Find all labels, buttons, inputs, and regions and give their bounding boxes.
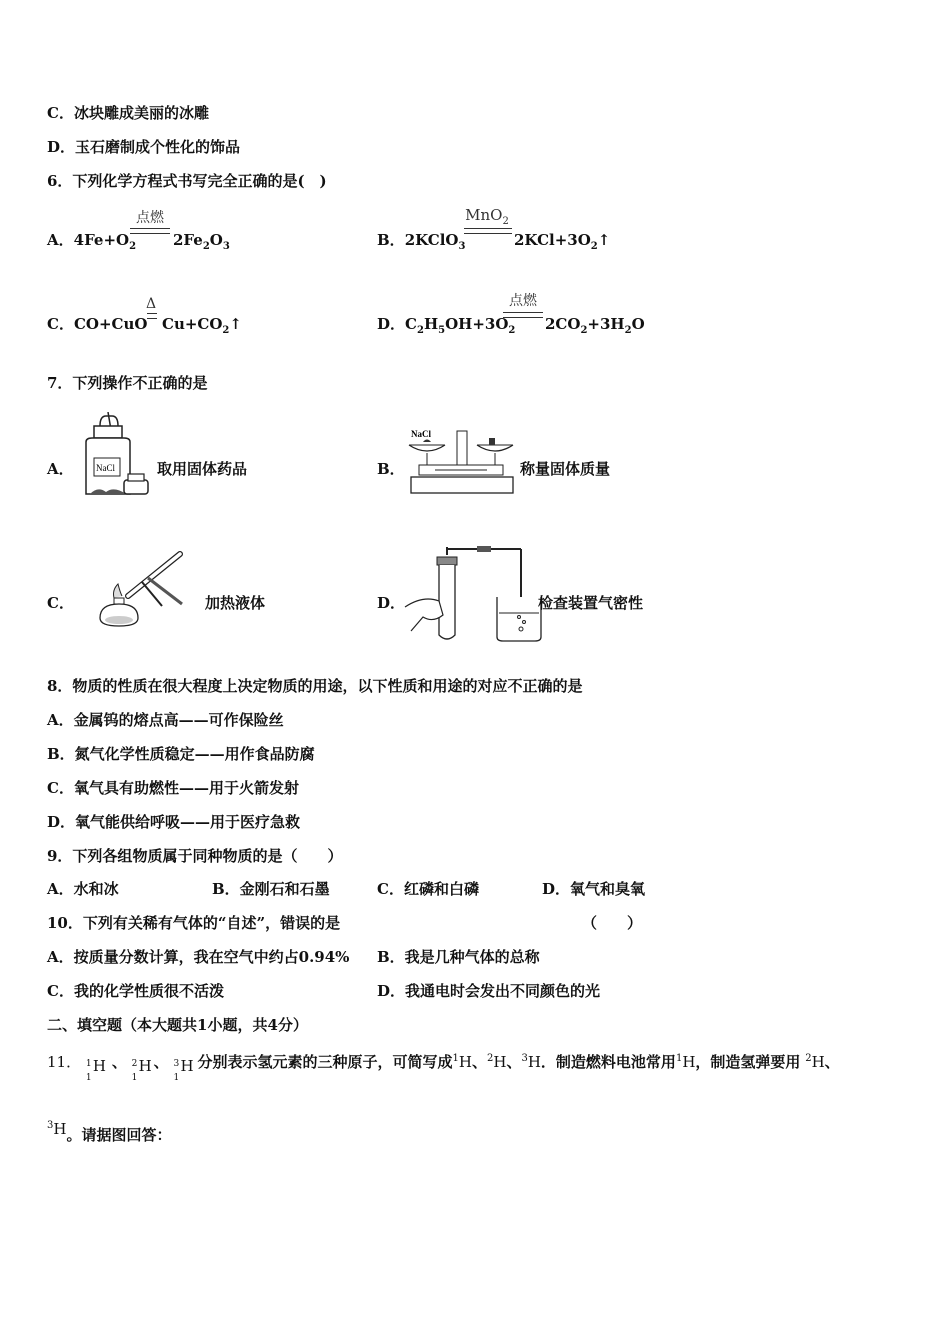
q6-c-products xyxy=(162,315,242,336)
q6-d-p2: +3H xyxy=(587,315,625,333)
q8-option-d: D．氧气能供给呼吸——用于医疗急救 xyxy=(47,813,301,831)
heating-liquid-illustration xyxy=(92,548,187,633)
q6-b-equals xyxy=(464,228,512,234)
isotope-h2-z: 1 xyxy=(131,1073,138,1083)
q7-b-label: B． xyxy=(377,460,405,478)
q7-c-text: 加热液体 xyxy=(205,594,266,612)
isotope-h3-symbol: H xyxy=(180,1057,194,1075)
q11-text-3: ，制造氢弹要用 xyxy=(695,1053,801,1071)
q9-option-d: D．氧气和臭氧 xyxy=(542,880,646,898)
q5-option-d: D．玉石磨制成个性化的饰品 xyxy=(47,138,241,156)
q6-option-a xyxy=(47,231,137,252)
q6-d-r3-sub: 2 xyxy=(508,325,516,336)
q6-a-products xyxy=(173,231,230,252)
short-h1-symbol: H xyxy=(458,1053,472,1071)
q5-option-c: C．冰块雕成美丽的冰雕 xyxy=(47,104,209,122)
isotope-h3-z: 1 xyxy=(173,1073,180,1083)
q10-option-c: C．我的化学性质很不活泼 xyxy=(47,982,224,1000)
short-h2-symbol: H xyxy=(493,1053,507,1071)
q6-stem: 6．下列化学方程式书写完全正确的是( ) xyxy=(47,172,327,190)
q6-d-p1-sub: 2 xyxy=(580,325,588,336)
q7-stem: 7．下列操作不正确的是 xyxy=(47,374,208,392)
q6-d-condition: 点燃 xyxy=(509,293,537,309)
q6-d-p3: O xyxy=(631,315,645,333)
q6-a-prod-sub2: 3 xyxy=(222,241,230,252)
q6-b-label: B． xyxy=(377,231,405,249)
short-h3-symbol: H xyxy=(527,1053,541,1071)
q6-b-gas-arrow: ↑ xyxy=(597,231,611,249)
jar-label-text: NaCl xyxy=(96,463,115,473)
q11-text-1: 分别表示氢元素的三种原子，可简写成 xyxy=(197,1053,453,1071)
q6-c-reactants: CO+CuO xyxy=(73,315,148,333)
q7-d-label: D． xyxy=(377,594,406,612)
airtightness-check-illustration xyxy=(403,545,543,645)
q6-a-prod: 2Fe xyxy=(173,231,203,249)
q6-b-reactants: 2KClO xyxy=(404,231,459,249)
q11-sep-2: 、 xyxy=(153,1053,169,1071)
q6-d-r3: OH+3O xyxy=(445,315,509,333)
q6-a-prod-mid: O xyxy=(209,231,223,249)
q7-b-text: 称量固体质量 xyxy=(520,460,611,478)
q6-a-prod-sub1: 2 xyxy=(202,241,210,252)
q11-line-2 xyxy=(47,1120,172,1144)
balance-scale-illustration xyxy=(405,425,520,500)
q6-option-d xyxy=(377,315,516,336)
q6-option-b xyxy=(377,231,466,252)
isotope-h2-symbol: H xyxy=(138,1057,152,1075)
q6-option-c xyxy=(47,315,147,333)
isotope-h1-symbol: H xyxy=(92,1057,106,1075)
fuel-cell-h-symbol: H xyxy=(682,1053,696,1071)
q8-stem: 8．物质的性质在很大程度上决定物质的用途，以下性质和用途的对应不正确的是 xyxy=(47,677,583,695)
q10-stem: 10．下列有关稀有气体的“自述”，错误的是 xyxy=(47,914,341,932)
isotope-h2-mass: 2 xyxy=(131,1059,138,1069)
q10-option-b: B．我是几种气体的总称 xyxy=(377,948,540,966)
bomb-h3-symbol: H xyxy=(53,1120,67,1138)
q6-d-products xyxy=(545,315,645,336)
q8-option-c: C．氧气具有助燃性——用于火箭发射 xyxy=(47,779,299,797)
bomb-h2-mass: 2 xyxy=(805,1053,812,1064)
isotope-h1-z: 1 xyxy=(85,1073,92,1083)
q10-option-a: A．按质量分数计算，我在空气中约占0.94% xyxy=(47,948,350,966)
q6-c-prod-sub: 2 xyxy=(222,325,230,336)
q6-b-prod: 2KCl+3O xyxy=(514,231,591,249)
q6-d-r1-sub: 2 xyxy=(416,325,424,336)
q6-c-condition: Δ xyxy=(145,296,157,312)
q9-stem: 9．下列各组物质属于同种物质的是（ ） xyxy=(47,847,343,865)
q11-sep-1: 、 xyxy=(111,1053,127,1071)
q6-d-equals xyxy=(503,312,543,318)
q6-b-condition xyxy=(462,206,512,227)
q10-answer-paren: （ ） xyxy=(582,914,643,932)
q6-a-equals xyxy=(130,228,170,234)
q8-option-b: B．氮气化学性质稳定——用作食品防腐 xyxy=(47,745,315,763)
q11-text-2: ．制造燃料电池常用 xyxy=(540,1053,676,1071)
q6-a-condition: 点燃 xyxy=(136,210,164,226)
q6-b-cond-sub: 2 xyxy=(502,216,509,227)
q6-b-sub: 3 xyxy=(458,241,466,252)
q6-c-gas-arrow: ↑ xyxy=(229,315,242,333)
q7-a-label: A． xyxy=(47,460,74,478)
short-h1-mass: 1 xyxy=(452,1053,459,1064)
q9-option-b: B．金刚石和石墨 xyxy=(212,880,330,898)
q6-b-cond-text: MnO xyxy=(465,206,503,224)
q6-d-p2-sub: 2 xyxy=(624,325,632,336)
q9-option-c: C．红磷和白磷 xyxy=(377,880,479,898)
pan-label-text: NaCl xyxy=(411,429,431,439)
bomb-h2-symbol: H xyxy=(811,1053,825,1071)
q6-c-prod: Cu+CO xyxy=(162,315,223,333)
q11-sep-5: 、 xyxy=(824,1053,840,1071)
q9-option-a: A．水和冰 xyxy=(47,880,119,898)
q11-sep-4: 、 xyxy=(506,1053,522,1071)
q6-a-sub: 2 xyxy=(129,241,137,252)
q6-d-p1: 2CO xyxy=(545,315,581,333)
q11-number: 11． xyxy=(47,1053,82,1071)
q7-c-label: C． xyxy=(47,594,74,612)
q6-a-label: A． xyxy=(47,231,74,249)
q10-option-d: D．我通电时会发出不同颜色的光 xyxy=(377,982,601,1000)
isotope-h3-mass: 3 xyxy=(173,1059,180,1069)
q11-line-1 xyxy=(47,1053,840,1083)
q11-text-4: 。请据图回答： xyxy=(66,1126,172,1144)
q11-sep-3: 、 xyxy=(471,1053,487,1071)
q6-b-prod-sub: 2 xyxy=(590,241,598,252)
q6-c-label: C． xyxy=(47,315,74,333)
q8-option-a: A．金属钨的熔点高——可作保险丝 xyxy=(47,711,284,729)
q6-d-r2: H xyxy=(423,315,439,333)
short-h3-mass: 3 xyxy=(521,1053,528,1064)
q7-d-text: 检查装置气密性 xyxy=(538,594,644,612)
short-h2-mass: 2 xyxy=(486,1053,494,1064)
section-2-title: 二、填空题（本大题共1小题，共4分） xyxy=(47,1016,308,1034)
bomb-h3-mass: 3 xyxy=(47,1120,54,1131)
q6-a-reactants: 4Fe+O xyxy=(73,231,130,249)
q6-d-r2-sub: 5 xyxy=(438,325,446,336)
q6-c-equals xyxy=(147,313,157,319)
reagent-jar-illustration xyxy=(78,412,158,500)
q7-a-text: 取用固体药品 xyxy=(157,460,248,478)
q6-b-products xyxy=(514,231,611,252)
q6-d-r1: C xyxy=(405,315,417,333)
fuel-cell-h-mass: 1 xyxy=(675,1053,683,1064)
q6-d-label: D． xyxy=(377,315,406,333)
isotope-h1-mass: 1 xyxy=(85,1059,92,1069)
